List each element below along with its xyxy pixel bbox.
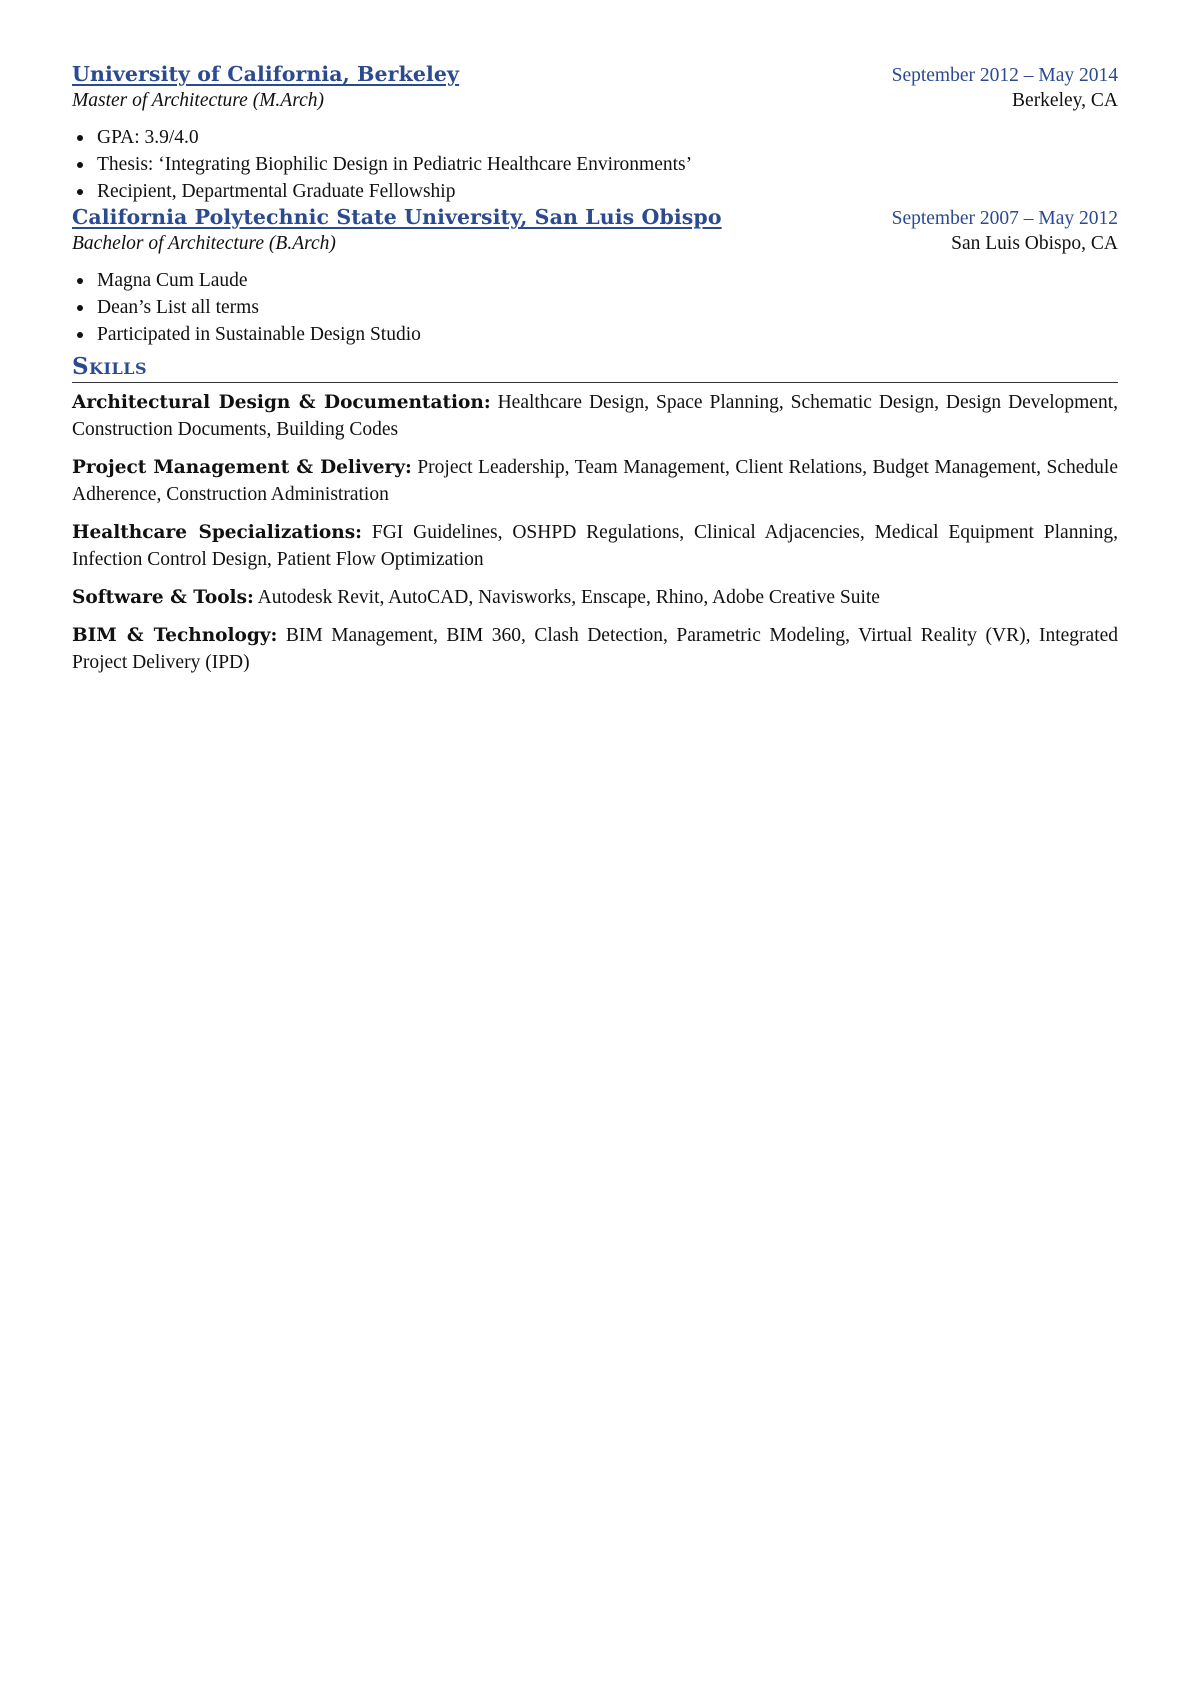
- skill-entry: [72, 584, 1118, 611]
- bullet-text: Participated in Sustainable Design Studio: [97, 324, 421, 345]
- bullet-icon: [77, 135, 83, 141]
- education-dates: September 2012 – May 2014: [891, 65, 1118, 86]
- school-link[interactable]: University of California, Berkeley: [72, 62, 460, 86]
- skill-text: FGI Guidelines, OSHPD Regulations, Clinical Adjacencies, Medical Equipment Planning, Infection Control Design, Patient Flow Optimization: [72, 522, 1118, 570]
- bullet-icon: [77, 189, 83, 195]
- degree-title: Master of Architecture (M.Arch): [72, 90, 324, 111]
- bullet-text: Recipient, Departmental Graduate Fellowship: [97, 181, 456, 202]
- skill-entry: [72, 622, 1118, 676]
- education-subheader-row: [72, 90, 1118, 118]
- education-location: Berkeley, CA: [1012, 90, 1118, 111]
- bullet-text: Magna Cum Laude: [97, 270, 248, 291]
- bullet-text: Dean’s List all terms: [97, 297, 259, 318]
- list-item: [72, 267, 1118, 294]
- bullet-text: Thesis: ‘Integrating Biophilic Design in Pediatric Healthcare Environments’: [97, 154, 693, 175]
- education-bullet-list: [72, 124, 1118, 205]
- education-bullet-list: [72, 267, 1118, 348]
- list-item: [72, 294, 1118, 321]
- skill-label: BIM & Technology:: [72, 625, 278, 646]
- skill-label: Healthcare Specializations:: [72, 522, 362, 543]
- list-item: [72, 178, 1118, 205]
- education-location: San Luis Obispo, CA: [951, 233, 1118, 254]
- education-entry-berkeley: [72, 62, 1118, 205]
- skill-label: Project Management & Delivery:: [72, 457, 412, 478]
- skill-text: BIM Management, BIM 360, Clash Detection, Parametric Modeling, Virtual Reality (VR), Integrated Project Delivery (IPD): [72, 625, 1119, 673]
- list-item: [72, 321, 1118, 348]
- bullet-text: GPA: 3.9/4.0: [97, 127, 199, 148]
- bullet-icon: [77, 332, 83, 338]
- bullet-icon: [77, 278, 83, 284]
- education-subheader-row: [72, 233, 1118, 261]
- bullet-icon: [77, 162, 83, 168]
- education-entry-calpoly: [72, 205, 1118, 348]
- education-header-row: [72, 205, 1118, 233]
- skill-text: Autodesk Revit, AutoCAD, Navisworks, Enscape, Rhino, Adobe Creative Suite: [257, 587, 880, 608]
- section-divider: [72, 382, 1118, 383]
- degree-title: Bachelor of Architecture (B.Arch): [72, 233, 336, 254]
- education-dates: September 2007 – May 2012: [891, 208, 1118, 229]
- resume-page: [72, 62, 1118, 687]
- skill-entry: [72, 454, 1118, 508]
- skill-text: Project Leadership, Team Management, Client Relations, Budget Management, Schedule Adherence, Construction Administration: [72, 457, 1118, 505]
- skill-label: Software & Tools:: [72, 587, 254, 608]
- list-item: [72, 124, 1118, 151]
- education-header-row: [72, 62, 1118, 90]
- skill-text: Healthcare Design, Space Planning, Schematic Design, Design Development, Construction Documents, Building Codes: [72, 392, 1118, 440]
- skill-entry: [72, 389, 1118, 443]
- section-heading-skills: Skills: [72, 353, 148, 380]
- bullet-icon: [77, 305, 83, 311]
- list-item: [72, 151, 1118, 178]
- school-link[interactable]: California Polytechnic State University, San Luis Obispo: [72, 205, 722, 229]
- skill-label: Architectural Design & Documentation:: [72, 392, 491, 413]
- skill-entry: [72, 519, 1118, 573]
